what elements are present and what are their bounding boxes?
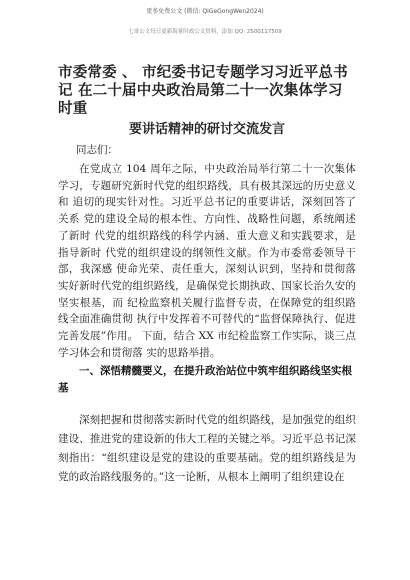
document-title: 市委常委 、 市纪委书记专题学习习近平总书记 在二十届中央政治局第二十一次集体学习时重 — [58, 65, 348, 117]
section-heading-1: 一、深悟精髓要义，在提升政治站位中筑牢组织路线坚实根基 — [58, 365, 352, 395]
header-note: 七哥公文每日更新海量时政公文资料，添加 QQ: 2500117509 — [128, 29, 282, 35]
watermark-header: 更多免费公文 (微信: QiGeGongWen2024) — [146, 8, 264, 15]
paragraph-intro: 在党成立 104 周年之际，中央政治局举行第二十一次集体学习，专题研究新时代党的组织路线，具有极其深远的历史意义和 追切的现实针对性。习近平总书记的重要讲话，深刻回答了关系 党的建设全局的根本性、方向性、战略性问题，系统阐述了新时 代党的组织路线的科学内涵、重大意义和实践要求，是指导新时 代党的组织建设的纲领性文献。作为市委常委领导干部，我深感 使命光荣、责任重大，深刻认识到，坚持和贯彻落实好新时代党的组织路线，是确保党长期执政、国家长治久安的坚实根基，而 纪检监察机关履行监督专责，在保障党的组织路线全面准确贯彻 执行中发挥着不可替代的“监督保障执行、促进完善发展”作用。 下面，结合 XX 市纪检监察工作实际，谈三点学习体会和贯彻落 实的思路举措。 — [58, 163, 356, 359]
salutation: 同志们： — [76, 144, 118, 156]
document-title-continuation: 要讲话精神的研讨交流发言 — [128, 122, 285, 137]
document-body — [58, 64, 356, 487]
paragraph-section-1: 深刻把握和贯彻落实新时代党的组织路线，是加强党的组织建设、推进党的建设新的伟大工程的关键之举。习近平总书记深刻指出：“组织建设是党的建设的重要基础。党的组织路线是为党的政治路线服务的。”这一论断，从根本上阐明了组织建设在 — [58, 414, 356, 484]
